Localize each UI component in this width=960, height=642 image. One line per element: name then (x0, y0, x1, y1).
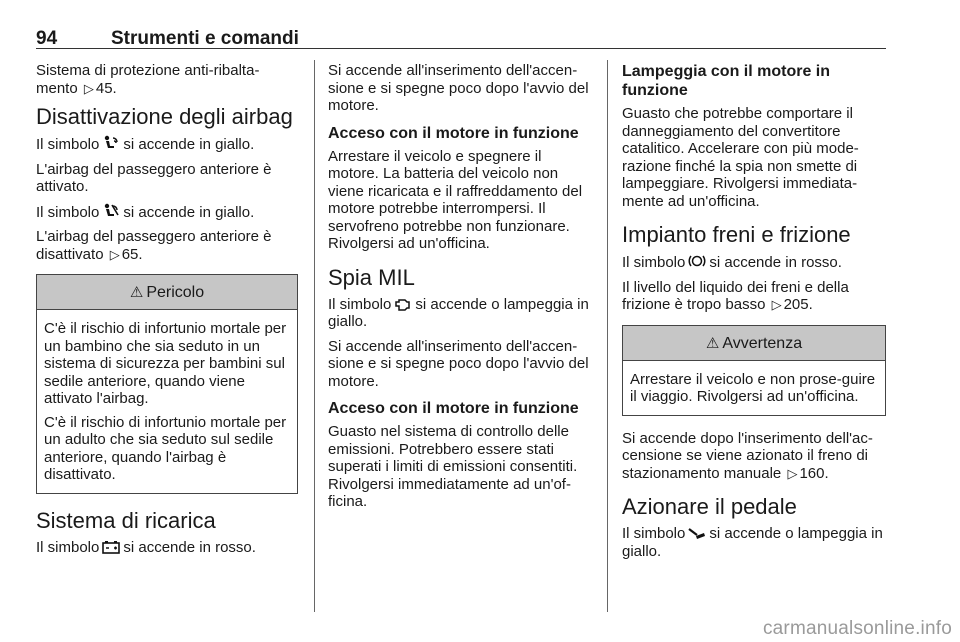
paragraph: Si accende dopo l'inserimento dell'ac-censione se viene azionato il freno di stazionamento manuale ▷ 160. (622, 429, 873, 482)
section-heading: Spia MIL (328, 264, 415, 290)
paragraph: Arrestare il veicolo e spegnere il motore. La batteria del veicolo non viene ricaricata e il raffreddamento del motore potrebbe interrompersi. Il servofreno potrebbe non funzionare. Rivolgersi ad un'officina. (328, 147, 583, 252)
paragraph: C'è il rischio di infortunio mortale per un bambino che sia seduto in un sistema di sicurezza per bambini sul sedile anteriore, quando viene attivato l'airbag. (44, 320, 287, 407)
paragraph: L'airbag del passeggero anteriore è attivato. (36, 160, 272, 195)
page-ref[interactable]: 45. (95, 79, 117, 97)
paragraph: Il livello del liquido dei freni e della frizione è tropo basso ▷ 205. (622, 278, 849, 313)
warning-box (622, 325, 886, 416)
danger-box (36, 274, 298, 494)
page-ref-icon[interactable]: ▷ (109, 246, 120, 262)
column-1 (36, 62, 298, 563)
airbag-off-icon (102, 203, 120, 219)
page-ref[interactable]: 205. (783, 296, 813, 313)
paragraph: Si accende all'inserimento dell'accen-sione e si spegne poco dopo l'avvio del motore. (328, 337, 589, 390)
subsection-heading: Acceso con il motore in funzione (328, 124, 579, 142)
page-header (36, 22, 886, 50)
watermark: carmanualsonline.info (762, 618, 952, 639)
paragraph: Il simbolo si accende o lampeggia in giallo. (622, 525, 883, 560)
page-ref-icon[interactable]: ▷ (771, 297, 782, 312)
section-heading: Disattivazione degli airbag (36, 104, 293, 129)
paragraph: Guasto nel sistema di controllo delle emissioni. Potrebbero essere stati superati i limiti di emissioni consentiti. Rivolgersi immediatamente ad un'of-ficina. (328, 423, 578, 510)
warning-triangle-icon: ⚠ (129, 284, 144, 301)
section-heading: Impianto freni e frizione (622, 222, 851, 247)
paragraph: Il simbolo si accende in giallo. (36, 136, 255, 153)
column-2 (328, 62, 590, 518)
subsection-heading: Lampeggia con il motore in funzione (622, 63, 831, 99)
column-divider (607, 60, 608, 612)
page-ref-icon[interactable]: ▷ (83, 80, 94, 96)
engine-icon (394, 297, 412, 311)
column-3 (622, 62, 886, 567)
paragraph: C'è il rischio di infortunio mortale per un adulto che sia seduto sul sedile anteriore, quando l'airbag è disattivato. (44, 413, 287, 483)
paragraph: L'airbag del passeggero anteriore è disattivato ▷ 65. (36, 228, 272, 263)
brake-icon (688, 253, 706, 269)
paragraph: Il simbolo si accende in giallo. (36, 203, 255, 221)
warning-triangle-icon: ⚠ (705, 334, 720, 352)
header-rule (36, 48, 886, 49)
paragraph: Guasto che potrebbe comportare il danneggiamento del convertitore catalitico. Accelerare con più mode-razione finché la spia non smette di lampeggiare. Rivolgersi immediata-mente ad un'officina. (622, 105, 859, 210)
page-ref[interactable]: 65. (121, 245, 143, 263)
page-ref-icon[interactable]: ▷ (787, 465, 798, 481)
pedal-icon (688, 526, 706, 540)
section-heading: Sistema di ricarica (36, 507, 216, 533)
column-divider (314, 60, 315, 612)
airbag-on-icon (102, 135, 120, 151)
page-title: Strumenti e comandi (111, 28, 299, 49)
paragraph: Il simbolo si accende in rosso. (622, 254, 842, 271)
battery-icon (102, 540, 120, 554)
section-heading: Azionare il pedale (622, 494, 797, 519)
page-number: 94 (36, 28, 58, 49)
danger-box-header: ⚠ Pericolo (37, 275, 297, 310)
paragraph: Sistema di protezione anti-ribalta- mento ▷ 45. (36, 62, 260, 97)
paragraph: Il simbolo si accende in rosso. (36, 538, 256, 556)
paragraph: Si accende all'inserimento dell'accen-sione e si spegne poco dopo l'avvio del motore. (328, 62, 589, 114)
page-ref[interactable]: 160. (799, 464, 829, 482)
warning-box-header: ⚠ Avvertenza (623, 326, 885, 361)
paragraph: Arrestare il veicolo e non prose-guire il viaggio. Rivolgersi ad un'officina. (630, 370, 876, 405)
paragraph: Il simbolo si accende o lampeggia in giallo. (328, 295, 589, 330)
subsection-heading: Acceso con il motore in funzione (328, 400, 579, 417)
